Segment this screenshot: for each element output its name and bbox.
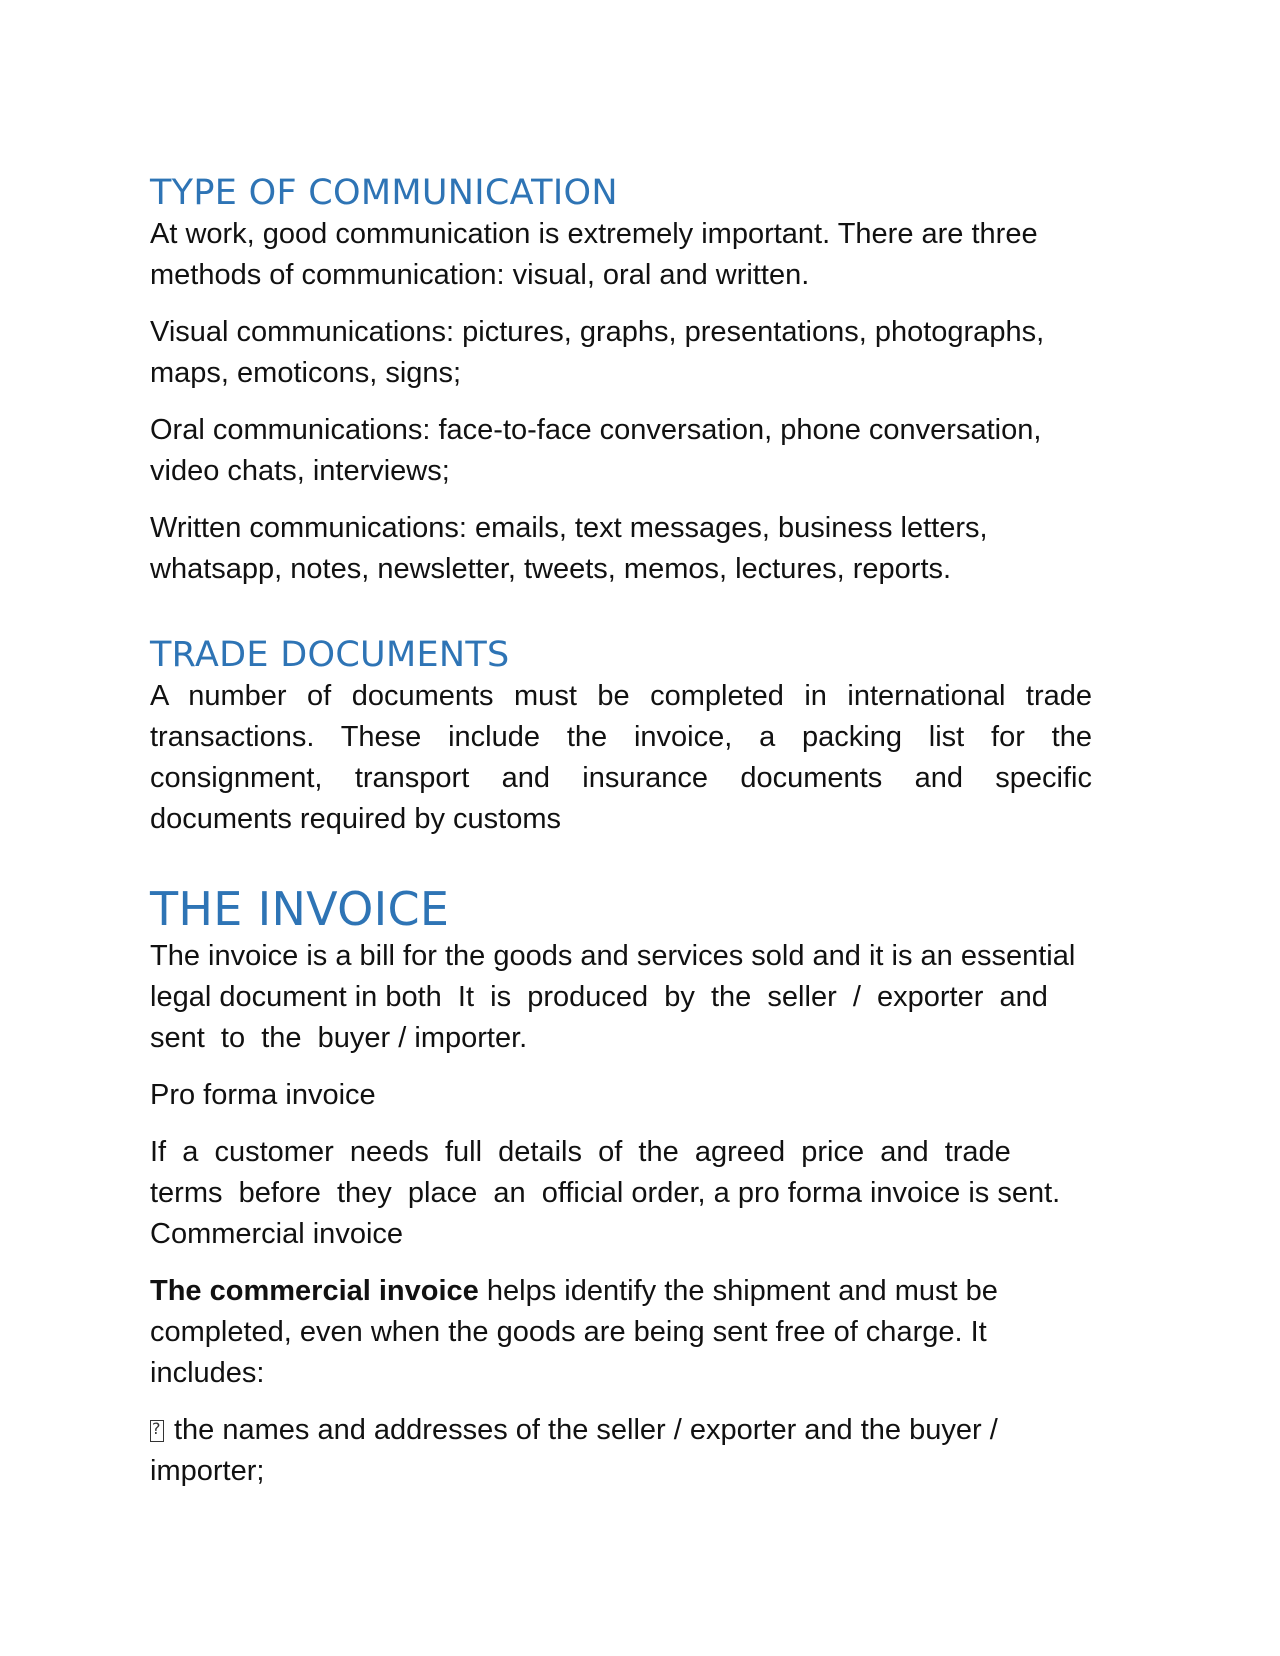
commercial-invoice-body (150, 1271, 1122, 1394)
pro-forma-title: Pro forma invoice (150, 1079, 376, 1111)
heading-the-invoice: THE INVOICE (150, 882, 450, 936)
communication-intro: At work, good communication is extremely important. There are three methods of communication: visual, oral and written. (150, 218, 1038, 291)
bullet-item (150, 1410, 1122, 1492)
written-communications: Written communications: emails, text messages, business letters, whatsapp, notes, newsletter, tweets, memos, lectures, reports. (150, 512, 988, 585)
commercial-invoice-line-3: includes: (150, 1357, 265, 1389)
commercial-invoice-bold: The commercial invoice (150, 1275, 479, 1307)
visual-communications: Visual communications: pictures, graphs, presentations, photographs, maps, emoticons, signs; (150, 316, 1045, 389)
invoice-body-line-2: legal document in both It is produced by the seller / exporter and (150, 981, 1048, 1013)
document-body (150, 172, 1122, 1492)
trade-documents-body: A number of documents must be completed in international trade transactions. These include the invoice, a packing list for the consignment, transport and insurance documents and specific documents required by customs (150, 680, 1092, 835)
heading-trade-documents: TRADE DOCUMENTS (150, 635, 510, 675)
invoice-body-line-3: sent to the buyer / importer. (150, 1022, 528, 1054)
commercial-invoice-line-2: completed, even when the goods are being sent free of charge. It (150, 1316, 987, 1348)
pro-forma-line-1: If a customer needs full details of the agreed price and trade (150, 1136, 1011, 1168)
commercial-invoice-title: Commercial invoice (150, 1218, 404, 1250)
oral-communications: Oral communications: face-to-face conversation, phone conversation, video chats, interviews; (150, 414, 1042, 487)
pro-forma-line-2: terms before they place an official order, a pro forma invoice is sent. (150, 1177, 1061, 1209)
heading-type-of-communication: TYPE OF COMMUNICATION (150, 173, 618, 213)
bullet-line-1: the names and addresses of the seller / exporter and the buyer / (174, 1414, 998, 1446)
commercial-invoice-line-1: helps identify the shipment and must be (478, 1275, 998, 1307)
missing-glyph-icon (150, 1420, 164, 1442)
invoice-body-line-1: The invoice is a bill for the goods and services sold and it is an essential (150, 940, 1076, 972)
bullet-line-2: importer; (150, 1455, 265, 1487)
invoice-body (150, 936, 1122, 1059)
pro-forma-body (150, 1132, 1122, 1255)
